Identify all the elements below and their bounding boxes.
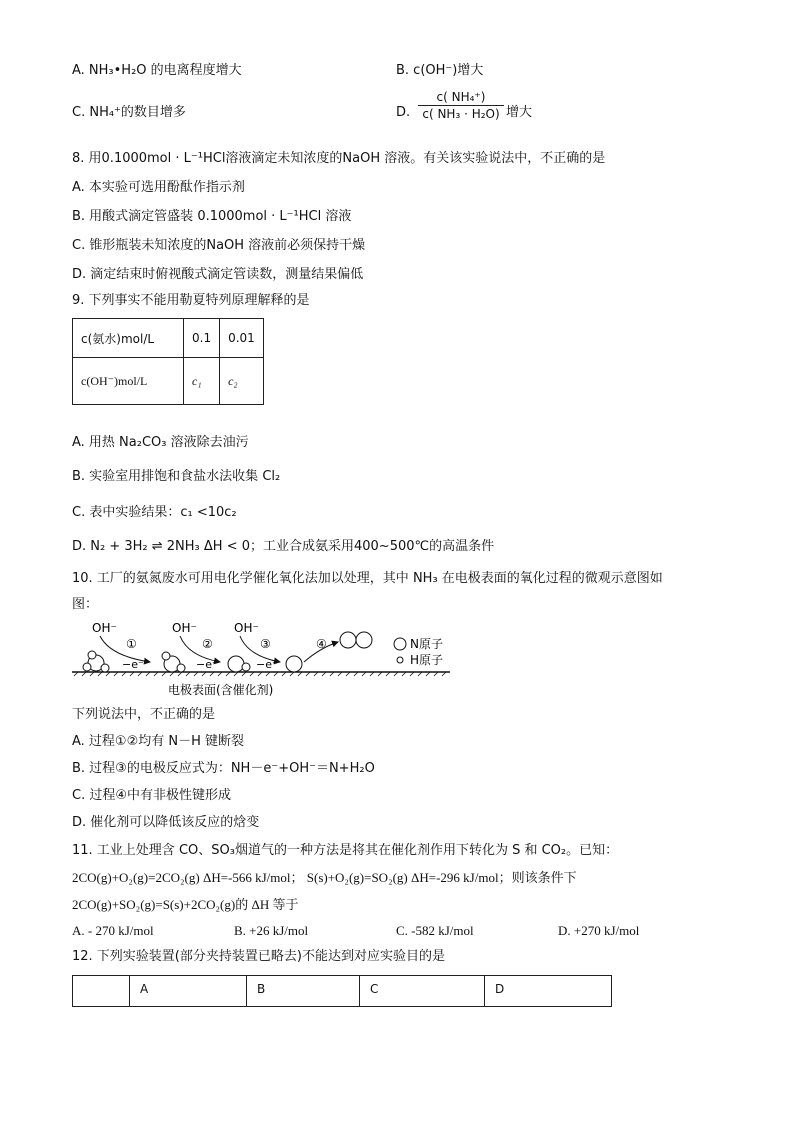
table-header-cell: C bbox=[360, 976, 485, 1007]
oh-label-3: OH⁻ bbox=[234, 621, 259, 635]
q11-option-a: A. - 270 kJ/mol bbox=[72, 923, 154, 938]
table-row bbox=[73, 358, 264, 405]
legend-h-circle bbox=[397, 657, 403, 663]
q7-option-b: B. c(OH⁻)增大 bbox=[396, 63, 484, 78]
step-2-label: ② bbox=[202, 637, 213, 651]
electron-label-2: −e⁻ bbox=[196, 658, 218, 671]
oh-label-1: OH⁻ bbox=[92, 621, 117, 635]
q9-option-b: B. 实验室用排饱和食盐水法收集 Cl₂ bbox=[72, 469, 281, 484]
q11-option-d: D. +270 kJ/mol bbox=[558, 923, 640, 938]
q8-option-c: C. 锥形瓶装未知浓度的NaOH 溶液前必须保持干燥 bbox=[72, 238, 366, 253]
q10-option-c: C. 过程④中有非极性键形成 bbox=[72, 788, 231, 803]
q10-electrode-diagram bbox=[70, 618, 470, 702]
n-atom bbox=[286, 656, 302, 672]
q8-option-d: D. 滴定结束时俯视酸式滴定管读数，测量结果偏低 bbox=[72, 267, 364, 282]
q11-stem: 11. 工业上处理含 CO、SO₃烟道气的一种方法是将其在催化剂作用下转化为 S 和 CO₂。已知： bbox=[72, 843, 619, 858]
q10-stem-line2: 图： bbox=[72, 597, 99, 612]
table-cell: c(OH⁻)mol/L bbox=[73, 358, 184, 405]
table-header-cell: D bbox=[485, 976, 612, 1007]
oh-label-2: OH⁻ bbox=[172, 621, 197, 635]
q9-option-a: A. 用热 Na₂CO₃ 溶液除去油污 bbox=[72, 435, 249, 450]
q7-option-a: A. NH₃•H₂O 的电离程度增大 bbox=[72, 63, 242, 78]
q7-option-c: C. NH₄⁺的数目增多 bbox=[72, 105, 186, 120]
table-cell: c₂ bbox=[220, 358, 264, 405]
legend-n-label: N原子 bbox=[410, 637, 443, 651]
step-3-label: ③ bbox=[260, 637, 271, 651]
q10-lead: 下列说法中，不正确的是 bbox=[72, 707, 216, 722]
q10-option-b: B. 过程③的电极反应式为：NH－e⁻+OH⁻＝N+H₂O bbox=[72, 761, 375, 776]
q10-option-d: D. 催化剂可以降低该反应的焓变 bbox=[72, 815, 260, 830]
table-header-cell: B bbox=[247, 976, 360, 1007]
nh3-molecule bbox=[83, 651, 109, 672]
diagram-caption: 电极表面(含催化剂) bbox=[168, 683, 274, 697]
q9-option-c: C. 表中实验结果：c₁ <10c₂ bbox=[72, 505, 237, 520]
q10-stem-line1: 10. 工厂的氨氮废水可用电化学催化氧化法加以处理，其中 NH₃ 在电极表面的氧化过程的微观示意图如 bbox=[72, 571, 663, 586]
q12-table bbox=[72, 975, 612, 1007]
nh2-molecule bbox=[162, 652, 185, 672]
fraction-denominator: c( NH₃ · H₂O) bbox=[422, 107, 500, 121]
table-header-cell: A bbox=[130, 976, 247, 1007]
table-row bbox=[73, 319, 264, 358]
n2-molecule bbox=[340, 632, 372, 648]
q10-option-a: A. 过程①②均有 N－H 键断裂 bbox=[72, 734, 245, 749]
q11-option-c: C. -582 kJ/mol bbox=[396, 923, 474, 938]
legend-h-label: H原子 bbox=[410, 653, 444, 667]
table-row bbox=[73, 976, 612, 1007]
q11-target-equation: 2CO(g)+SO₂(g)=S(s)+2CO₂(g)的 ΔH 等于 bbox=[72, 897, 299, 912]
table-header-cell bbox=[73, 976, 130, 1007]
q9-option-d: D. N₂ + 3H₂ ⇌ 2NH₃ ΔH < 0；工业合成氨采用400~500℃的高温条件 bbox=[72, 539, 495, 554]
table-cell: 0.01 bbox=[220, 319, 264, 358]
q7-option-d-suffix: 增大 bbox=[506, 105, 533, 120]
q7-option-d-label: D. bbox=[396, 105, 411, 120]
q9-stem: 9. 下列事实不能用勒夏特列原理解释的是 bbox=[72, 293, 310, 308]
q8-stem: 8. 用0.1000mol · L⁻¹HCl溶液滴定未知浓度的NaOH 溶液。有关该实验说法中，不正确的是 bbox=[72, 151, 606, 166]
step-1-label: ① bbox=[126, 637, 137, 651]
electron-label-1: −e⁻ bbox=[122, 658, 144, 671]
q7-option-d-fraction bbox=[418, 90, 504, 121]
q9-table bbox=[72, 318, 264, 405]
q8-option-b: B. 用酸式滴定管盛装 0.1000mol · L⁻¹HCl 溶液 bbox=[72, 209, 352, 224]
q11-option-b: B. +26 kJ/mol bbox=[234, 923, 309, 938]
nh-molecule bbox=[228, 656, 250, 672]
table-cell: c₁ bbox=[184, 358, 220, 405]
q12-stem: 12. 下列实验装置(部分夹持装置已略去)不能达到对应实验目的是 bbox=[72, 949, 445, 964]
q8-option-a: A. 本实验可选用酚酞作指示剂 bbox=[72, 180, 245, 195]
electron-label-3: −e⁻ bbox=[256, 658, 278, 671]
table-cell: 0.1 bbox=[184, 319, 220, 358]
step-4-label: ④ bbox=[316, 637, 327, 651]
legend-n-circle bbox=[394, 638, 406, 650]
table-cell: c(氨水)mol/L bbox=[73, 319, 184, 358]
q11-equations: 2CO(g)+O₂(g)=2CO₂(g) ΔH=-566 kJ/mol； S(s)+O₂(g)=SO₂(g) ΔH=-296 kJ/mol；则该条件下 bbox=[72, 870, 577, 885]
fraction-numerator: c( NH₄⁺) bbox=[418, 90, 504, 106]
